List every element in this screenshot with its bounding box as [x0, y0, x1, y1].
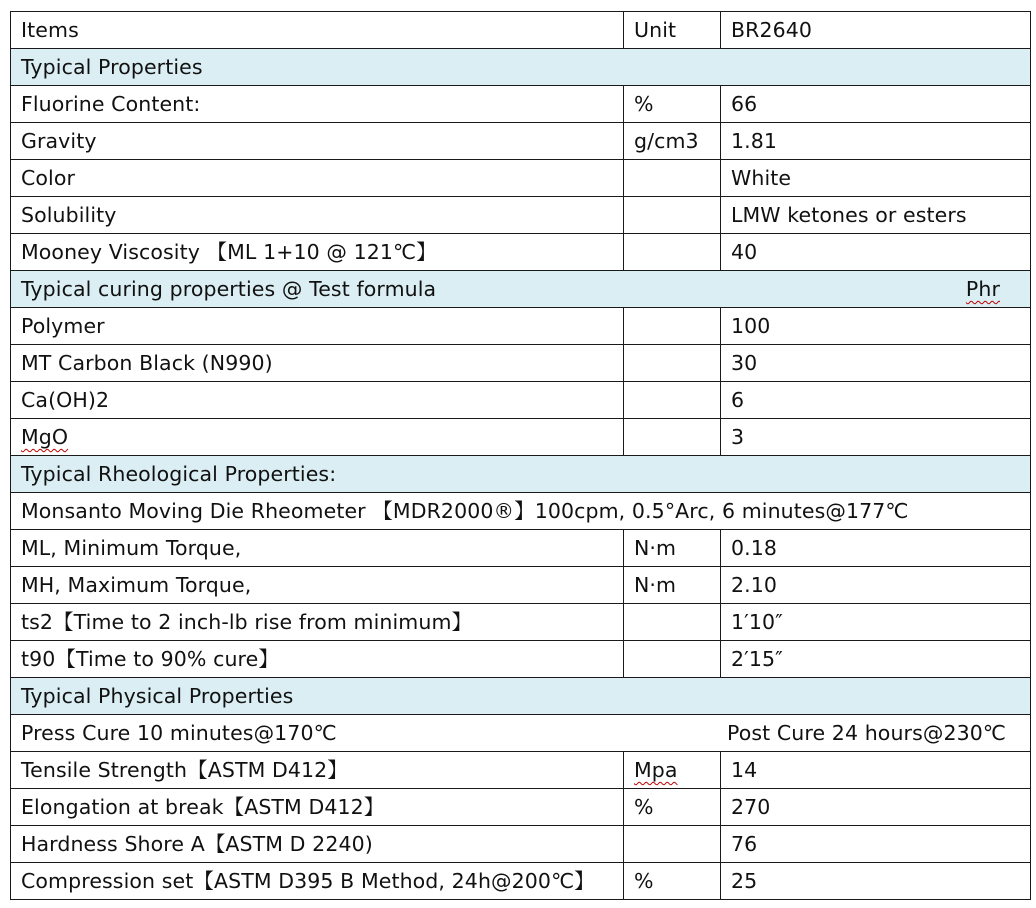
table-row	[11, 419, 1031, 456]
unit-text: Mpa	[634, 758, 678, 782]
item-cell: ML, Minimum Torque,	[11, 530, 624, 567]
rheometer-condition: Monsanto Moving Die Rheometer 【MDR2000®】100cpm, 0.5°Arc, 6 minutes@177℃	[11, 493, 1031, 530]
section-heading: Typical Physical Properties	[11, 678, 1031, 715]
item-cell: Polymer	[11, 308, 624, 345]
table-row	[11, 86, 1031, 123]
header-items: Items	[11, 12, 624, 49]
value-cell: 100	[721, 308, 1031, 345]
table-header-row	[11, 12, 1031, 49]
item-cell: Color	[11, 160, 624, 197]
item-cell: Gravity	[11, 123, 624, 160]
table-row	[11, 160, 1031, 197]
section-rheological-properties	[11, 456, 1031, 493]
section-physical-properties	[11, 678, 1031, 715]
cure-condition-cell	[11, 715, 1031, 752]
unit-cell	[624, 604, 721, 641]
section-curing-properties	[11, 271, 1031, 308]
item-cell: ts2【Time to 2 inch-lb rise from minimum】	[11, 604, 624, 641]
table-row	[11, 345, 1031, 382]
table-row	[11, 197, 1031, 234]
unit-cell: %	[624, 863, 721, 900]
cure-condition-split	[21, 715, 1030, 751]
item-cell: Solubility	[11, 197, 624, 234]
table-row	[11, 789, 1031, 826]
unit-cell	[624, 382, 721, 419]
unit-cell	[624, 160, 721, 197]
table-row	[11, 123, 1031, 160]
item-cell	[11, 419, 624, 456]
unit-cell: N·m	[624, 567, 721, 604]
unit-cell	[624, 826, 721, 863]
item-cell: MH, Maximum Torque,	[11, 567, 624, 604]
value-cell: 40	[721, 234, 1031, 271]
item-cell: Tensile Strength【ASTM D412】	[11, 752, 624, 789]
value-cell: 1.81	[721, 123, 1031, 160]
unit-cell: %	[624, 86, 721, 123]
condition-row	[11, 493, 1031, 530]
unit-cell	[624, 197, 721, 234]
table-row	[11, 863, 1031, 900]
table-row	[11, 382, 1031, 419]
unit-cell	[624, 641, 721, 678]
value-cell: 2.10	[721, 567, 1031, 604]
section-heading: Typical Rheological Properties:	[11, 456, 1031, 493]
unit-cell: g/cm3	[624, 123, 721, 160]
table-row	[11, 530, 1031, 567]
unit-cell	[624, 234, 721, 271]
unit-cell	[624, 308, 721, 345]
specification-table	[10, 11, 1031, 900]
unit-cell	[624, 752, 721, 789]
value-cell: 270	[721, 789, 1031, 826]
value-cell: 14	[721, 752, 1031, 789]
section-typical-properties	[11, 49, 1031, 86]
item-cell: Hardness Shore A【ASTM D 2240)	[11, 826, 624, 863]
table-row	[11, 826, 1031, 863]
item-text: MgO	[21, 425, 69, 449]
value-cell: 30	[721, 345, 1031, 382]
table-row	[11, 567, 1031, 604]
value-cell: 0.18	[721, 530, 1031, 567]
table-row	[11, 752, 1031, 789]
value-cell: 6	[721, 382, 1031, 419]
unit-cell: %	[624, 789, 721, 826]
item-cell: MT Carbon Black (N990)	[11, 345, 624, 382]
unit-cell	[624, 419, 721, 456]
header-grade: BR2640	[721, 12, 1031, 49]
unit-cell	[624, 345, 721, 382]
value-cell: 2′15″	[721, 641, 1031, 678]
value-cell: 3	[721, 419, 1031, 456]
press-cure-condition: Press Cure 10 minutes@170℃	[21, 721, 337, 745]
post-cure-condition: Post Cure 24 hours@230℃	[726, 721, 1006, 745]
value-cell: 66	[721, 86, 1031, 123]
section-heading: Typical Properties	[11, 49, 1031, 86]
item-cell: Elongation at break【ASTM D412】	[11, 789, 624, 826]
table-row	[11, 604, 1031, 641]
item-cell: Fluorine Content:	[11, 86, 624, 123]
value-cell: LMW ketones or esters	[721, 197, 1031, 234]
table-row	[11, 308, 1031, 345]
specification-document	[10, 11, 1030, 900]
section-heading-unit: Phr	[965, 277, 1000, 301]
header-unit: Unit	[624, 12, 721, 49]
section-heading: Typical curing properties @ Test formula	[21, 277, 437, 301]
value-cell: 76	[721, 826, 1031, 863]
table-row	[11, 641, 1031, 678]
unit-cell: N·m	[624, 530, 721, 567]
section-heading-cell	[11, 271, 1031, 308]
table-row	[11, 234, 1031, 271]
value-cell: White	[721, 160, 1031, 197]
item-cell: Compression set【ASTM D395 B Method, 24h@200℃】	[11, 863, 624, 900]
cure-condition-row	[11, 715, 1031, 752]
value-cell: 25	[721, 863, 1031, 900]
item-cell: Mooney Viscosity 【ML 1+10 @ 121℃】	[11, 234, 624, 271]
section-heading-split	[21, 271, 1030, 307]
value-cell: 1′10″	[721, 604, 1031, 641]
item-cell: Ca(OH)2	[11, 382, 624, 419]
item-cell: t90【Time to 90% cure】	[11, 641, 624, 678]
